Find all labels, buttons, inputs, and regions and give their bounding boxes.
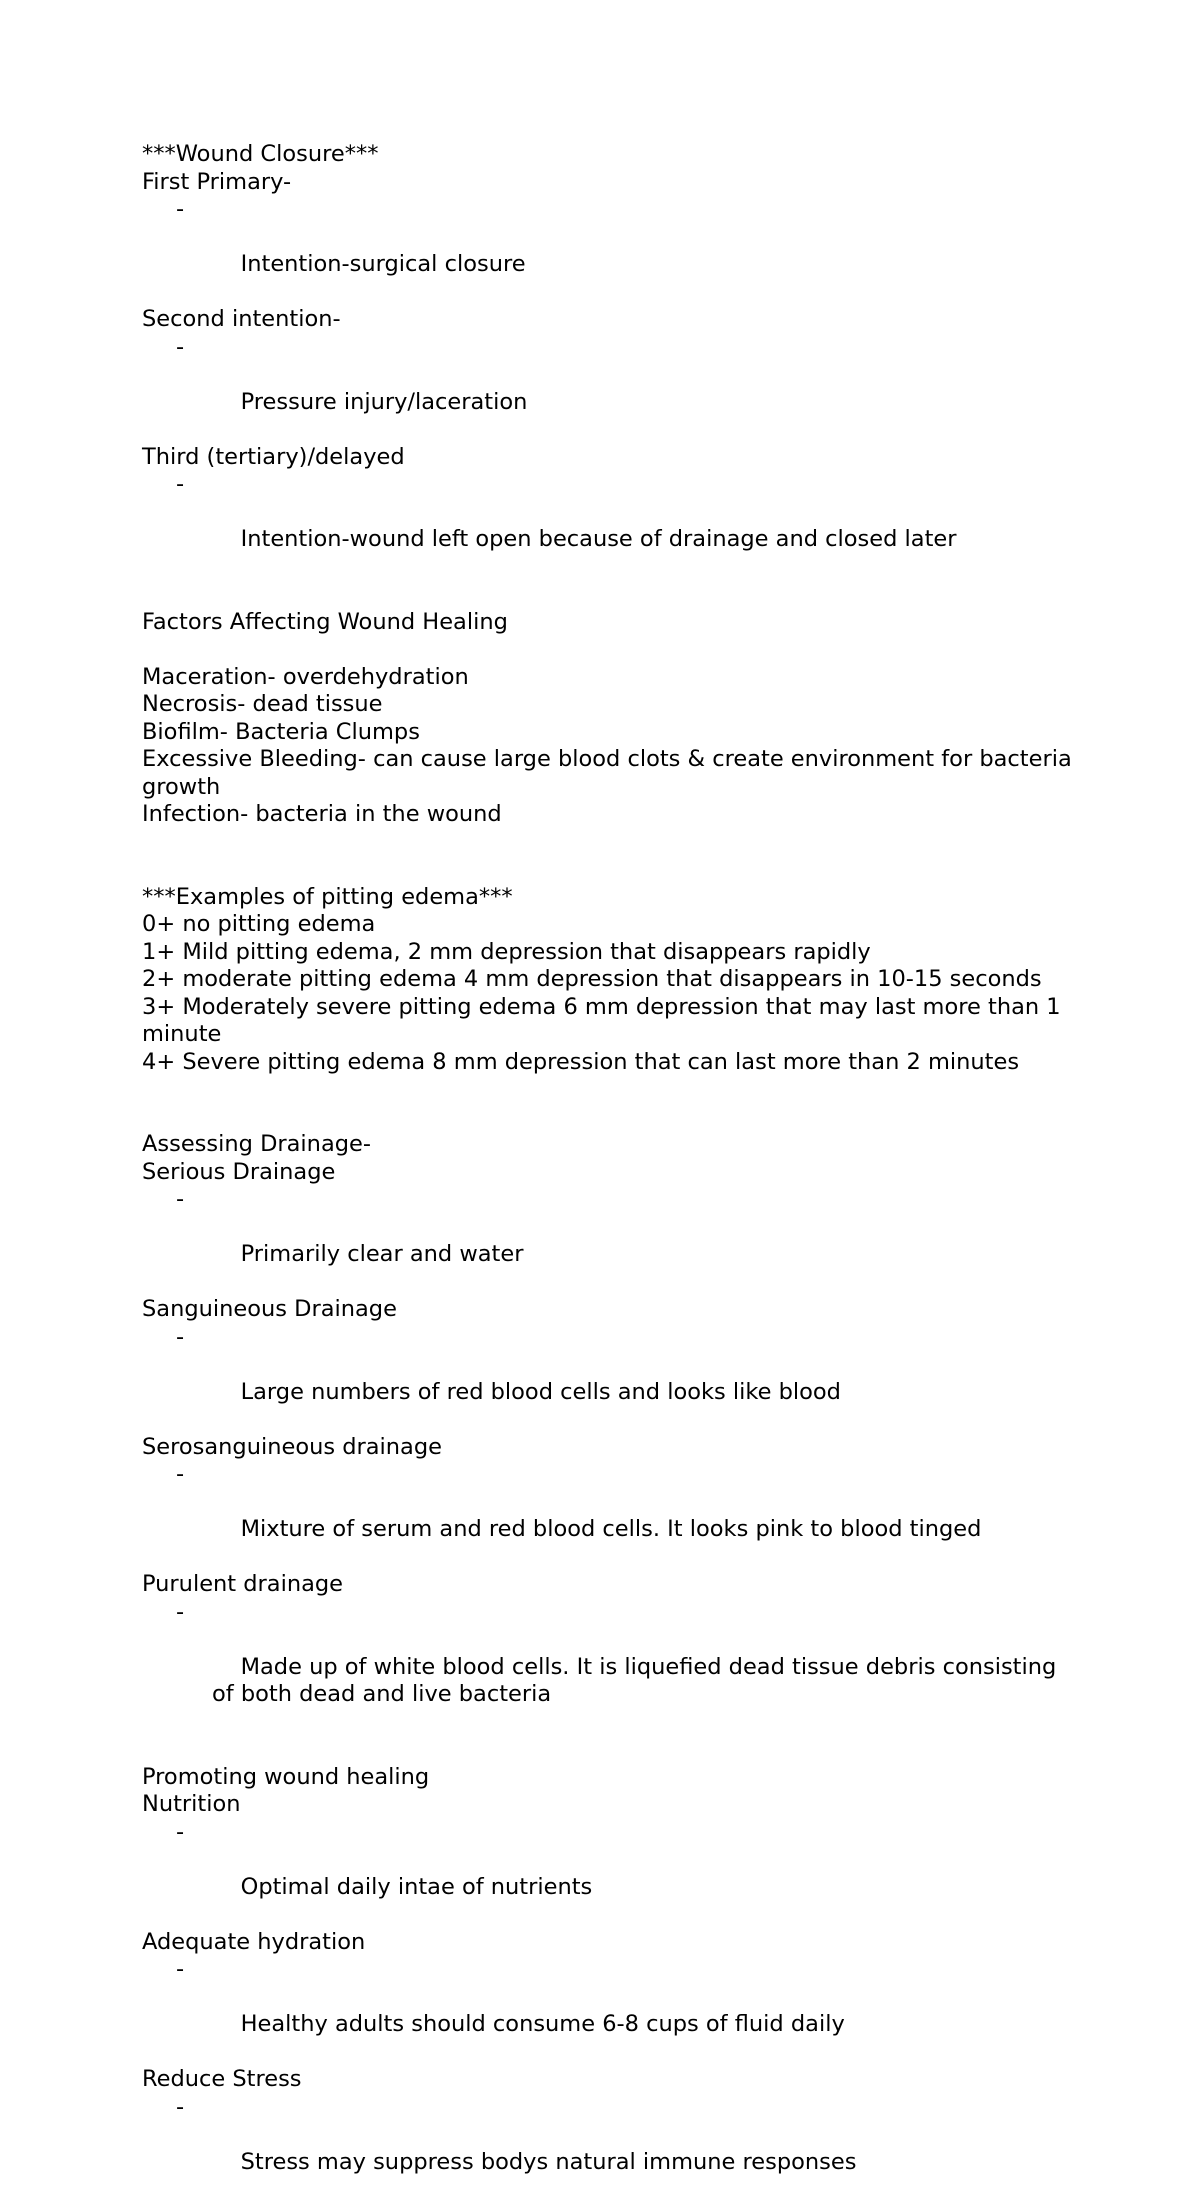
bullet-dash: - <box>176 333 185 360</box>
sanguineous-label: Sanguineous Drainage <box>142 1296 397 1322</box>
bullet-dash: - <box>176 471 185 497</box>
stress-bullet: Stress may suppress bodys natural immune responses <box>240 2148 857 2175</box>
bullet-dash: - <box>176 1461 185 1487</box>
wound-closure-heading: ***Wound Closure*** <box>142 141 379 167</box>
first-intention-bullet: Intention-surgical closure <box>240 251 526 277</box>
list-item <box>142 2094 1082 2204</box>
list-item <box>142 1186 1082 1296</box>
factor-item: Infection- bacteria in the wound <box>142 801 502 827</box>
factor-item: Excessive Bleeding- can cause large blood clots & create environment for bacteria growth <box>142 746 1079 800</box>
hydration-bullet: Healthy adults should consume 6-8 cups of fluid daily <box>240 2011 845 2037</box>
edema-item: 4+ Severe pitting edema 8 mm depression that can last more than 2 minutes <box>142 1048 1020 1075</box>
spacer <box>142 1104 1082 1132</box>
spacer <box>142 581 1082 609</box>
list-item <box>142 1956 1082 2066</box>
hydration-label: Adequate hydration <box>142 1928 366 1955</box>
bullet-dash: - <box>176 1598 185 1625</box>
serosanguineous-label: Serosanguineous drainage <box>142 1433 442 1460</box>
factor-item: Maceration- overdehydration <box>142 663 469 690</box>
nutrition-bullet: Optimal daily intae of nutrients <box>240 1873 593 1900</box>
factors-heading: Factors Affecting Wound Healing <box>142 608 508 635</box>
second-intention-bullet: Pressure injury/laceration <box>240 388 528 415</box>
list-item <box>142 196 1082 306</box>
serous-label: Serious Drainage <box>142 1158 336 1185</box>
list-item <box>142 334 1082 444</box>
factor-item: Biofilm- Bacteria Clumps <box>142 718 420 745</box>
third-intention-label: Third (tertiary)/delayed <box>142 443 405 470</box>
drainage-heading: Assessing Drainage- <box>142 1131 371 1157</box>
bullet-dash: - <box>176 2093 185 2120</box>
edema-item: 1+ Mild pitting edema, 2 mm depression that disappears rapidly <box>142 938 871 965</box>
bullet-dash: - <box>176 1186 185 1212</box>
serous-bullet: Primarily clear and water <box>240 1241 524 1267</box>
purulent-label: Purulent drainage <box>142 1571 344 1597</box>
second-intention-label: Second intention- <box>142 306 341 332</box>
stress-label: Reduce Stress <box>142 2066 302 2092</box>
edema-item: 3+ Moderately severe pitting edema 6 mm depression that may last more than 1 minute <box>142 993 1068 1047</box>
edema-item: 0+ no pitting edema <box>142 911 376 937</box>
serosanguineous-bullet: Mixture of serum and red blood cells. It looks pink to blood tinged <box>240 1516 982 1542</box>
purulent-bullet: Made up of white blood cells. It is liquefied dead tissue debris consisting of both dead and live bacteria <box>212 1653 1064 1707</box>
spacer <box>142 1736 1082 1764</box>
edema-item: 2+ moderate pitting edema 4 mm depression that disappears in 10-15 seconds <box>142 966 1042 992</box>
bullet-dash: - <box>176 196 185 222</box>
spacer <box>142 829 1082 857</box>
bullet-dash: - <box>176 1323 185 1350</box>
list-item <box>142 471 1082 581</box>
list-item <box>142 1461 1082 1571</box>
first-intention-label: First Primary- <box>142 168 292 195</box>
list-item <box>142 1599 1082 1737</box>
list-item <box>142 1324 1082 1434</box>
bullet-dash: - <box>176 1956 185 1982</box>
third-intention-bullet: Intention-wound left open because of drainage and closed later <box>240 526 957 552</box>
promoting-heading: Promoting wound healing <box>142 1763 430 1790</box>
spacer <box>142 1076 1082 1104</box>
sanguineous-bullet: Large numbers of red blood cells and looks like blood <box>240 1378 841 1405</box>
spacer <box>142 636 1082 664</box>
factor-item: Necrosis- dead tissue <box>142 691 383 717</box>
spacer <box>142 856 1082 884</box>
edema-heading: ***Examples of pitting edema*** <box>142 883 513 910</box>
document-page <box>142 141 1082 2204</box>
bullet-dash: - <box>176 1818 185 1845</box>
nutrition-label: Nutrition <box>142 1791 241 1817</box>
list-item <box>142 1819 1082 1929</box>
